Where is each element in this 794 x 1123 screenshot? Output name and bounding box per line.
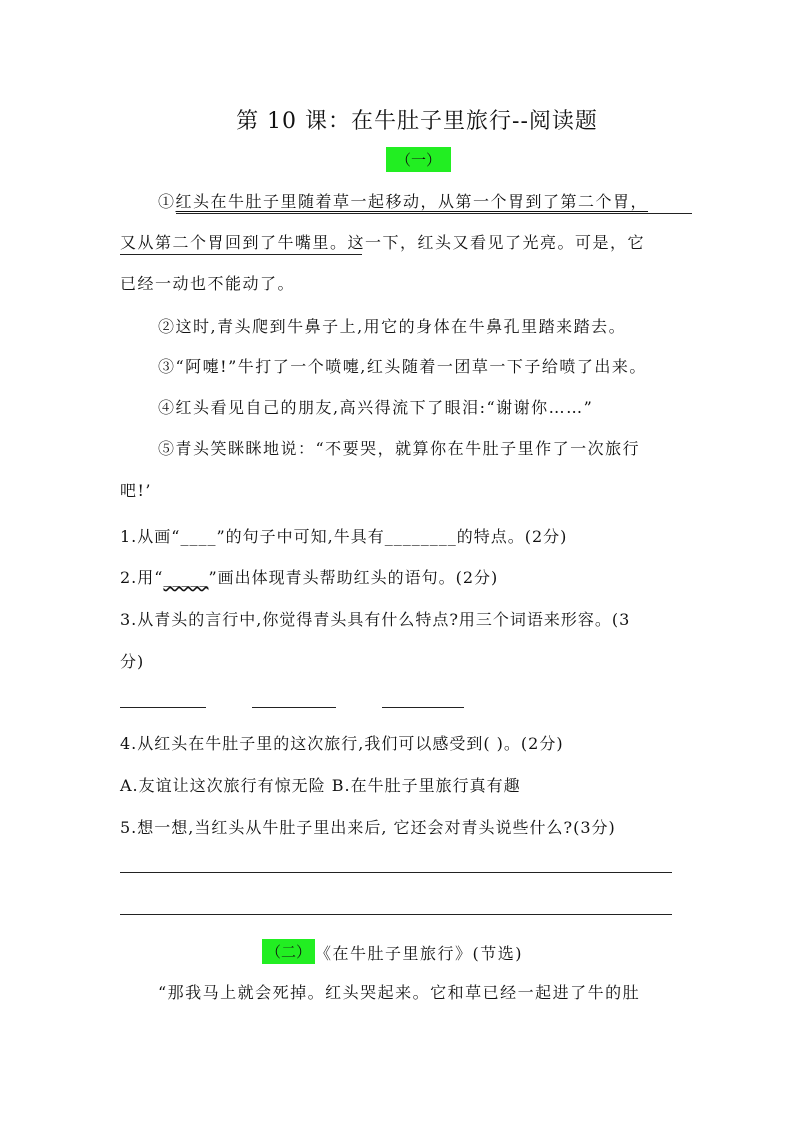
page-title: 第 10 课：在牛肚子里旅行--阅读题 (236, 109, 598, 134)
paragraph-2: ②这时,青头爬到牛鼻子上,用它的身体在牛鼻孔里踏来踏去。 (158, 317, 627, 336)
answer-line-1[interactable] (120, 872, 672, 873)
wavy-line-sample: _____ (163, 568, 209, 587)
paragraph-1-line-3: 已经一动也不能动了。 (120, 274, 296, 293)
paragraph-4: ④红头看见自己的朋友,高兴得流下了眼泪:“谢谢你……” (158, 398, 594, 417)
answer-line-2[interactable] (120, 914, 672, 915)
question-3-line-2: 分) (120, 652, 145, 671)
paragraph-1-rest: 这一下，红头又看见了光亮。可是，它 (347, 233, 646, 252)
section-one-label: （一） (386, 147, 451, 172)
section-two-text: “那我马上就会死掉。红头哭起来。它和草已经一起进了牛的肚 (158, 983, 641, 1002)
paragraph-1-underlined-a: 红头在牛肚子里随着草一起移动，从第一个胃到了第二个胃， (175, 192, 649, 211)
section-two-title: 《在牛肚子里旅行》(节选) (315, 944, 523, 963)
underline-mark-2 (120, 254, 362, 255)
paragraph-1-line-1 (158, 192, 718, 212)
question-2-end: ”画出体现青头帮助红头的语句。(2分) (208, 568, 499, 587)
paragraph-1-marker: ① (158, 192, 176, 211)
answer-blank-2[interactable] (252, 707, 336, 708)
paragraph-1-underlined-b: 又从第二个胃回到了牛嘴里。 (120, 233, 348, 252)
question-4: 4.从红头在牛肚子里的这次旅行,我们可以感受到( )。(2分) (120, 734, 564, 753)
paragraph-5-line-1: ⑤青头笑眯眯地说：“不要哭，就算你在牛肚子里作了一次旅行 (158, 439, 641, 458)
question-4-options: A.友谊让这次旅行有惊无险 B.在牛肚子里旅行真有趣 (120, 776, 521, 795)
answer-blank-1[interactable] (120, 707, 206, 708)
paragraph-1-line-2 (120, 233, 680, 253)
paragraph-5-line-2: 吧!’ (120, 481, 153, 500)
question-2-start: 2.用“ (120, 568, 164, 587)
paragraph-3: ③“阿嚏!”牛打了一个喷嚏,红头随着一团草一下子给喷了出来。 (158, 357, 647, 376)
answer-blank-3[interactable] (382, 707, 464, 708)
section-two-label: （二） (262, 939, 315, 964)
underline-mark-1 (176, 213, 692, 214)
question-5: 5.想一想,当红头从牛肚子里出来后, 它还会对青头说些什么?(3分) (120, 818, 616, 837)
question-3-line-1: 3.从青头的言行中,你觉得青头具有什么特点?用三个词语来形容。(3 (120, 610, 631, 629)
question-2 (120, 565, 498, 588)
question-1: 1.从画“____”的句子中可知,牛具有________的特点。(2分) (120, 527, 568, 546)
